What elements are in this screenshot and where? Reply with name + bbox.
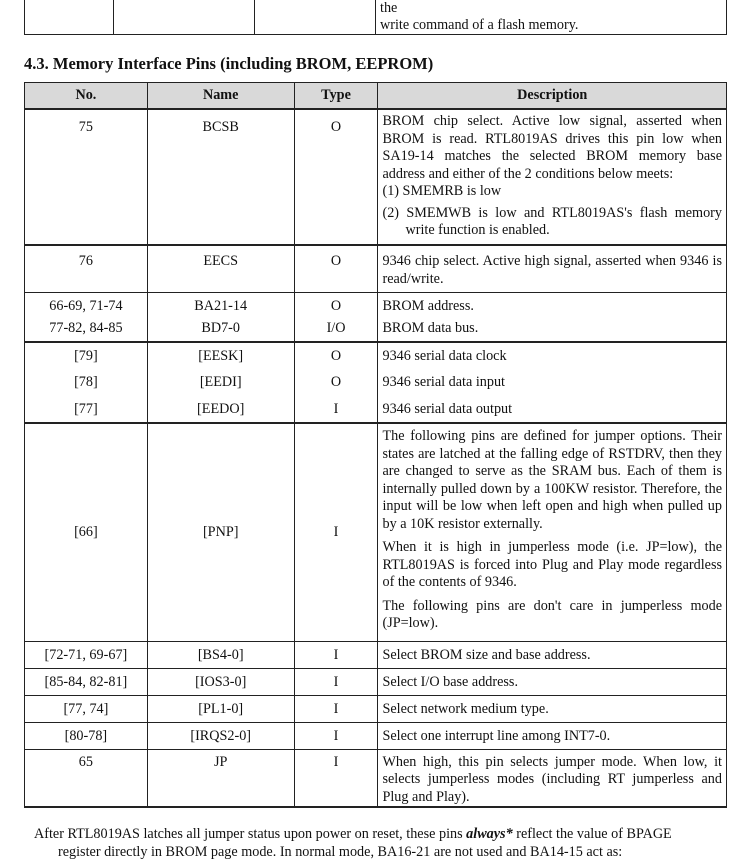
description-paragraph: When it is high in jumperless mode (i.e. JP=low), the RTL8019AS is forced into Plug and Play mode regardless of the contents of 9346. — [382, 539, 722, 590]
pin-number: [80-78] — [25, 722, 148, 749]
pin-number: [79] — [25, 342, 148, 369]
description-item: (2) SMEMWB is low and RTL8019AS's flash memory write function is enabled. — [382, 204, 722, 238]
emphasis-text: always* — [466, 826, 513, 842]
pin-type: O — [294, 369, 378, 396]
pin-description — [378, 423, 727, 641]
header-type: Type — [294, 83, 378, 110]
pin-description: Select network medium type. — [378, 695, 727, 722]
pin-number: 65 — [25, 749, 148, 807]
table-row — [25, 369, 727, 396]
memory-interface-pins-table — [24, 82, 727, 808]
table-row — [25, 109, 727, 245]
pin-description: BROM data bus. — [378, 317, 727, 342]
pin-name: [PL1-0] — [147, 695, 294, 722]
footer-line: register directly in BROM page mode. In normal mode, BA16-21 are not used and BA14-15 act as: — [58, 844, 623, 860]
previous-table-fragment — [24, 0, 727, 35]
pin-description: Select I/O base address. — [378, 668, 727, 695]
pin-name: BA21-14 — [147, 292, 294, 317]
pin-number: [77] — [25, 396, 148, 423]
description-paragraph: The following pins are defined for jumper options. Their states are latched at the falling edge of RSTDRV, then they are changed to serve as the SRAM bus. Each of them is internally pulled down by a 100KW resistor. Therefore, the input will be low when left open and high when pulled up by a 10K resistor externally. — [382, 428, 722, 532]
pin-name: [BS4-0] — [147, 641, 294, 668]
pin-number: [66] — [25, 423, 148, 641]
header-no: No. — [25, 83, 148, 110]
header-name: Name — [147, 83, 294, 110]
pin-type: I — [294, 423, 378, 641]
pin-type: I — [294, 668, 378, 695]
pin-name: JP — [147, 749, 294, 807]
pin-description — [376, 0, 727, 35]
pin-name: BD7-0 — [147, 317, 294, 342]
description-item: (1) SMEMRB is low — [382, 183, 502, 199]
table-row — [25, 396, 727, 423]
pin-number: 76 — [25, 245, 148, 292]
table-row — [25, 317, 727, 342]
pin-type — [255, 0, 376, 35]
pin-number: 66-69, 71-74 — [25, 292, 148, 317]
pin-type: O — [294, 342, 378, 369]
pin-type: I — [294, 749, 378, 807]
header-description: Description — [378, 83, 727, 110]
pin-description — [378, 109, 727, 245]
pin-number: 75 — [25, 109, 148, 245]
pin-name: [EEDO] — [147, 396, 294, 423]
description-line: write command of a flash memory. — [380, 17, 579, 33]
pin-name: [PNP] — [147, 423, 294, 641]
pin-type: O — [294, 109, 378, 245]
footer-paragraph — [34, 825, 750, 861]
pin-type: I — [294, 396, 378, 423]
pin-number: [72-71, 69-67] — [25, 641, 148, 668]
pin-description: When high, this pin selects jumper mode. When low, it selects jumperless modes (including RT jumperless and Plug and Play). — [378, 749, 727, 807]
table-row — [25, 668, 727, 695]
pin-description: 9346 serial data output — [378, 396, 727, 423]
pin-number: [77, 74] — [25, 695, 148, 722]
table-row — [25, 292, 727, 317]
pin-description: BROM address. — [378, 292, 727, 317]
pin-type: I — [294, 641, 378, 668]
pin-number — [25, 0, 114, 35]
pin-name: [IOS3-0] — [147, 668, 294, 695]
table-row — [25, 695, 727, 722]
description-line: the — [380, 0, 398, 16]
pin-name: BCSB — [147, 109, 294, 245]
table-row — [25, 722, 727, 749]
table-header-row — [25, 83, 727, 110]
pin-type: I/O — [294, 317, 378, 342]
pin-name — [114, 0, 255, 35]
pin-type: I — [294, 695, 378, 722]
section-title: 4.3. Memory Interface Pins (including BROM, EEPROM) — [24, 54, 434, 73]
pin-description: Select one interrupt line among INT7-0. — [378, 722, 727, 749]
table-row — [25, 423, 727, 641]
footer-line — [34, 825, 750, 843]
pin-name: [EESK] — [147, 342, 294, 369]
pin-number: [78] — [25, 369, 148, 396]
table-row — [25, 0, 727, 35]
pin-type: I — [294, 722, 378, 749]
pin-description: 9346 serial data input — [378, 369, 727, 396]
table-row — [25, 641, 727, 668]
pin-type: O — [294, 292, 378, 317]
table-row — [25, 342, 727, 369]
pin-type: O — [294, 245, 378, 292]
pin-description: 9346 serial data clock — [378, 342, 727, 369]
pin-description: 9346 chip select. Active high signal, asserted when 9346 is read/write. — [378, 245, 727, 292]
pin-description: Select BROM size and base address. — [378, 641, 727, 668]
description-paragraph: The following pins are don't care in jumperless mode (JP=low). — [382, 597, 722, 631]
pin-number: 77-82, 84-85 — [25, 317, 148, 342]
pin-name: [IRQS2-0] — [147, 722, 294, 749]
footer-text: reflect the value of BPAGE — [512, 826, 672, 842]
pin-name: EECS — [147, 245, 294, 292]
description-text: BROM chip select. Active low signal, asserted when BROM is read. RTL8019AS drives this pin low when SA19-14 matches the selected BROM memory base address and either of the 2 conditions below meets: — [382, 113, 722, 182]
table-row — [25, 245, 727, 292]
footer-text: After RTL8019AS latches all jumper status upon power on reset, these pins — [34, 826, 467, 842]
pin-number: [85-84, 82-81] — [25, 668, 148, 695]
table-row — [25, 749, 727, 807]
pin-name: [EEDI] — [147, 369, 294, 396]
